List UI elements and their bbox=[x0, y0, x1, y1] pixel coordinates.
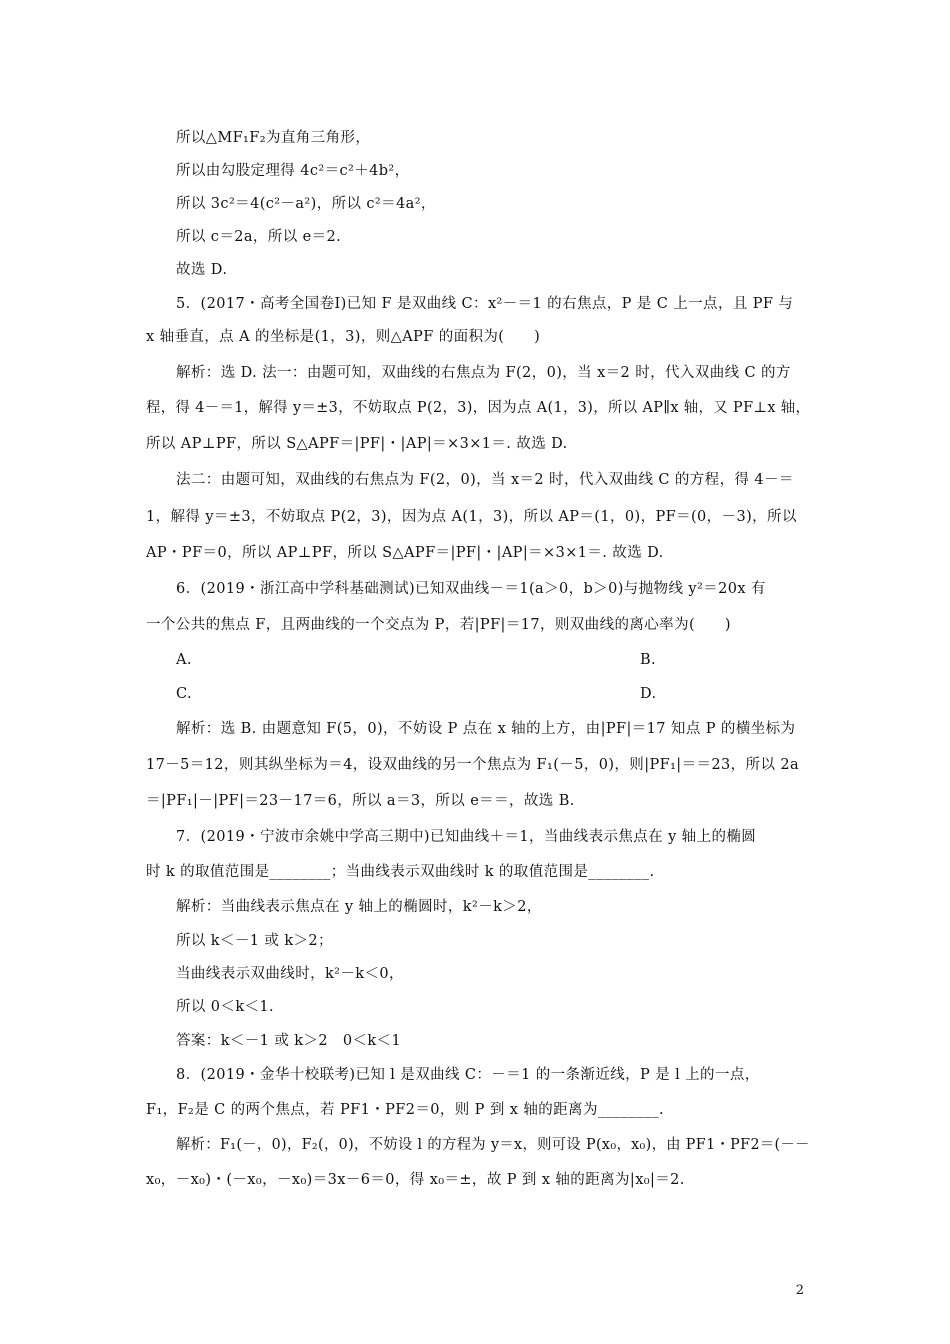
solution-7-line-2: 所以 k＜－1 或 k＞2； bbox=[176, 933, 333, 949]
solution-6-line-2: 17－5＝12，则其纵坐标为＝4，设双曲线的另一个焦点为 F₁(－5，0)，则|PF₁|＝＝23，所以 2a bbox=[146, 757, 800, 773]
question-5-line-2: x 轴垂直，点 A 的坐标是(1，3)，则△APF 的面积为( ) bbox=[146, 329, 541, 345]
option-a: A. bbox=[176, 652, 192, 668]
text-line: 所以 c＝2a，所以 e＝2. bbox=[176, 229, 342, 245]
option-b: B. bbox=[640, 652, 657, 668]
solution-7-line-3: 当曲线表示双曲线时，k²－k＜0， bbox=[176, 966, 404, 982]
solution-6-line-1: 解析：选 B. 由题意知 F(5，0)，不妨设 P 点在 x 轴的上方，由|PF|＝17 知点 P 的横坐标为 bbox=[176, 721, 796, 737]
question-5-line-1: 5．(2017・高考全国卷Ⅰ)已知 F 是双曲线 C：x²－＝1 的右焦点，P 是 C 上一点，且 PF 与 bbox=[176, 296, 794, 312]
question-8-line-2: F₁，F₂是 C 的两个焦点，若 PF1・PF2＝0，则 P 到 x 轴的距离为________. bbox=[146, 1102, 665, 1118]
option-c: C. bbox=[176, 686, 192, 702]
solution-5-line-3: 所以 AP⊥PF，所以 S△APF＝|PF|・|AP|＝×3×1＝. 故选 D. bbox=[146, 436, 568, 452]
solution-7-line-4: 所以 0＜k＜1. bbox=[176, 999, 275, 1015]
text-line: 所以 3c²＝4(c²－a²)，所以 c²＝4a²， bbox=[176, 196, 436, 212]
question-6-line-1: 6．(2019・浙江高中学科基础测试)已知双曲线－＝1(a＞0，b＞0)与抛物线 y²＝20x 有 bbox=[176, 581, 766, 597]
text-line: 所以△MF₁F₂为直角三角形， bbox=[176, 130, 371, 146]
option-d: D. bbox=[640, 686, 657, 702]
text-line: 所以由勾股定理得 4c²＝c²＋4b²， bbox=[176, 163, 410, 179]
solution-5-line-2: 程，得 4－＝1，解得 y＝±3，不妨取点 P(2，3)，因为点 A(1，3)，所以 AP∥x 轴，又 PF⊥x 轴， bbox=[146, 400, 811, 416]
question-7-line-2: 时 k 的取值范围是________；当曲线表示双曲线时 k 的取值范围是________. bbox=[146, 864, 655, 880]
solution-8-line-2: x₀，－x₀)・(－x₀，－x₀)＝3x－6＝0，得 x₀＝±，故 P 到 x 轴的距离为|x₀|＝2. bbox=[146, 1172, 685, 1188]
solution-5-line-1: 解析：选 D. 法一：由题可知，双曲线的右焦点为 F(2，0)，当 x＝2 时，代入双曲线 C 的方 bbox=[176, 365, 791, 381]
page-number: 2 bbox=[795, 1283, 804, 1298]
solution-5-alt-line-2: 1，解得 y＝±3，不妨取点 P(2，3)，因为点 A(1，3)，所以 AP＝(1，0)，PF＝(0，－3)，所以 bbox=[146, 509, 797, 525]
solution-6-line-3: ＝|PF₁|－|PF|＝23－17＝6，所以 a＝3，所以 e＝＝，故选 B. bbox=[146, 793, 575, 809]
solution-7-line-1: 解析：当曲线表示焦点在 y 轴上的椭圆时，k²－k＞2， bbox=[176, 899, 542, 915]
answer-7: 答案：k＜－1 或 k＞2 0＜k＜1 bbox=[176, 1033, 402, 1049]
solution-5-alt-line-1: 法二：由题可知，双曲线的右焦点为 F(2，0)，当 x＝2 时，代入双曲线 C 的方程，得 4－＝ bbox=[176, 472, 794, 488]
text-line: 故选 D. bbox=[176, 262, 228, 278]
question-6-line-2: 一个公共的焦点 F，且两曲线的一个交点为 P，若|PF|＝17，则双曲线的离心率为( ) bbox=[146, 617, 731, 633]
solution-5-alt-line-3: AP・PF＝0，所以 AP⊥PF，所以 S△APF＝|PF|・|AP|＝×3×1＝. 故选 D. bbox=[146, 545, 664, 561]
question-8-line-1: 8．(2019・金华十校联考)已知 l 是双曲线 C：－＝1 的一条渐近线，P 是 l 上的一点， bbox=[176, 1067, 760, 1083]
question-7-line-1: 7．(2019・宁波市余姚中学高三期中)已知曲线＋＝1，当曲线表示焦点在 y 轴上的椭圆 bbox=[176, 829, 757, 845]
solution-8-line-1: 解析：F₁(－，0)，F₂(，0)，不妨设 l 的方程为 y＝x，则可设 P(x₀，x₀)，由 PF1・PF2＝(－－ bbox=[176, 1137, 810, 1153]
